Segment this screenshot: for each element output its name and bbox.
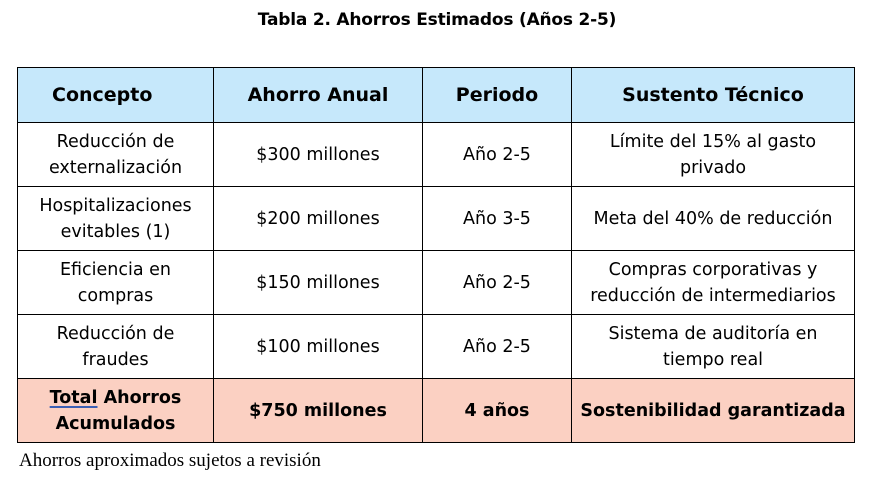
cell-line: Acumulados [55, 413, 176, 434]
cell-periodo: Año 2-5 [423, 315, 572, 379]
cell-concepto [18, 123, 214, 187]
cell-line: evitables (1) [60, 221, 171, 242]
total-sustento: Sostenibilidad garantizada [572, 379, 855, 443]
cell-concepto [18, 251, 214, 315]
table-row [18, 187, 855, 251]
cell-line: fraudes [82, 349, 149, 370]
cell-concepto [18, 315, 214, 379]
cell-line: Compras corporativas y [608, 259, 818, 280]
cell-sustento [572, 251, 855, 315]
header-periodo: Periodo [423, 68, 572, 123]
cell-ahorro: $300 millones [214, 123, 423, 187]
header-ahorro-anual: Ahorro Anual [214, 68, 423, 123]
cell-sustento [572, 187, 855, 251]
total-concepto [18, 379, 214, 443]
header-row [18, 68, 855, 123]
cell-periodo: Año 2-5 [423, 123, 572, 187]
cell-ahorro: $150 millones [214, 251, 423, 315]
cell-line: reducción de intermediarios [590, 285, 836, 306]
total-periodo: 4 años [423, 379, 572, 443]
savings-table [17, 67, 855, 443]
cell-line: Eficiencia en [59, 259, 172, 280]
footnote: Ahorros aproximados sujetos a revisión [19, 450, 321, 471]
cell-ahorro: $100 millones [214, 315, 423, 379]
header-concepto: Concepto [18, 68, 214, 123]
cell-concepto [18, 187, 214, 251]
cell-ahorro: $200 millones [214, 187, 423, 251]
header-sustento-tecnico: Sustento Técnico [572, 68, 855, 123]
total-ahorro: $750 millones [214, 379, 423, 443]
cell-periodo: Año 2-5 [423, 251, 572, 315]
cell-periodo: Año 3-5 [423, 187, 572, 251]
cell-line: Reducción de [56, 131, 175, 152]
total-row [18, 379, 855, 443]
cell-line: externalización [48, 157, 183, 178]
total-word: Total [49, 387, 98, 408]
cell-line: Límite del 15% al gasto [609, 131, 817, 152]
cell-sustento [572, 315, 855, 379]
cell-line [22, 385, 209, 411]
cell-line: Reducción de [56, 323, 175, 344]
table-row [18, 315, 855, 379]
total-rest: Ahorros [97, 387, 182, 408]
cell-line: compras [77, 285, 154, 306]
cell-line: privado [679, 157, 747, 178]
cell-line: Sistema de auditoría en [608, 323, 818, 344]
cell-line: tiempo real [662, 349, 764, 370]
table-row [18, 251, 855, 315]
table-row [18, 123, 855, 187]
cell-sustento [572, 123, 855, 187]
table-title: Tabla 2. Ahorros Estimados (Años 2-5) [257, 10, 617, 30]
cell-line: Hospitalizaciones [39, 195, 192, 216]
cell-line: Meta del 40% de reducción [593, 208, 833, 229]
